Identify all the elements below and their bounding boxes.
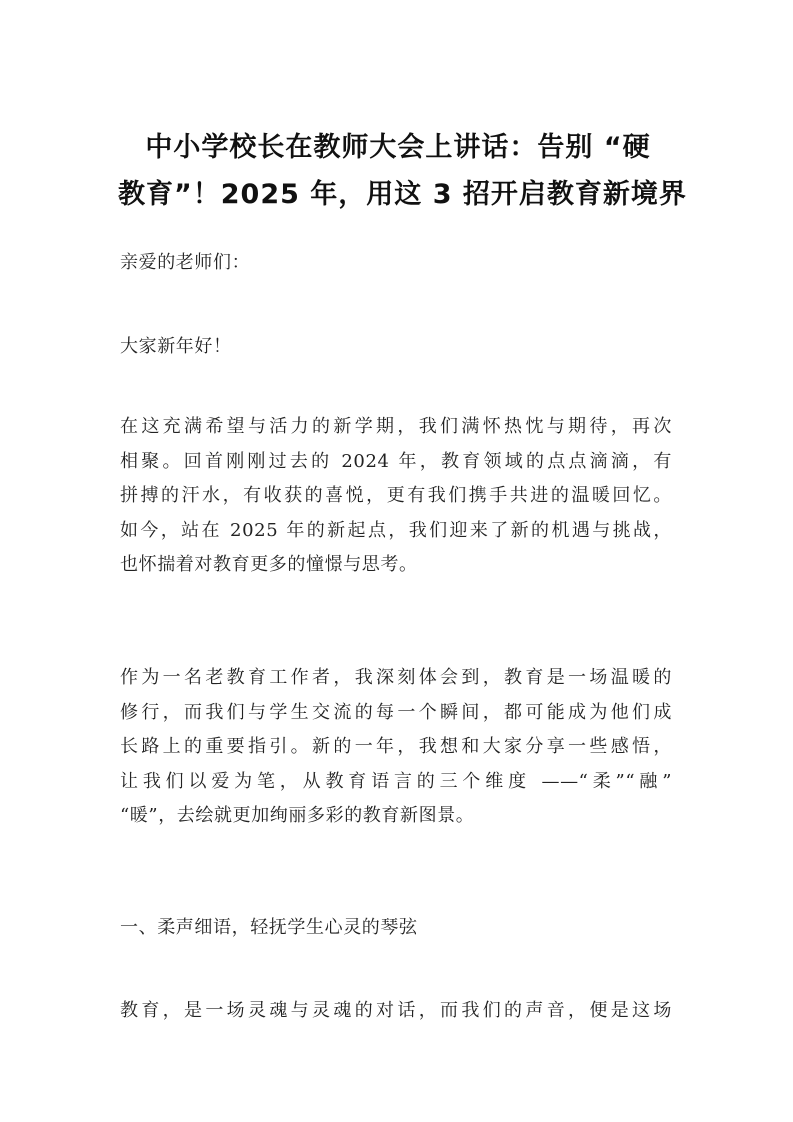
paragraph-reflection xyxy=(120,661,672,834)
section-heading xyxy=(120,911,672,946)
paragraph-line: 相聚。回首刚刚过去的 2024 年，教育领域的点点滴滴，有 xyxy=(120,450,672,472)
paragraph-line: 如今，站在 2025 年的新起点，我们迎来了新的机遇与挑战， xyxy=(120,519,672,541)
new-year-greeting xyxy=(120,330,672,365)
document-title xyxy=(118,124,687,218)
new-year-text: 大家新年好！ xyxy=(120,336,232,357)
paragraph-line: 作为一名老教育工作者，我深刻体会到，教育是一场温暖的 xyxy=(120,667,672,688)
paragraph-intro xyxy=(120,410,672,583)
paragraph-line: 拼搏的汗水，有收获的喜悦，更有我们携手共进的温暖回忆。 xyxy=(120,485,672,506)
greeting-text: 亲爱的老师们： xyxy=(120,252,251,273)
section-heading-text: 一、柔声细语，轻抚学生心灵的琴弦 xyxy=(120,917,418,938)
title-line: 中小学校长在教师大会上讲话：告别 “硬 xyxy=(145,132,651,163)
title-line: 教育”！2025 年，用这 3 招开启教育新境界 xyxy=(118,179,687,210)
paragraph-line: 让我们以爱为笔，从教育语言的三个维度 ——“柔”“融” xyxy=(120,770,672,792)
paragraph-line: 修行，而我们与学生交流的每一个瞬间，都可能成为他们成 xyxy=(120,701,672,723)
paragraph-line: 长路上的重要指引。新的一年，我想和大家分享一些感悟， xyxy=(120,736,672,757)
paragraph-line: 教育，是一场灵魂与灵魂的对话，而我们的声音，便是这场 xyxy=(120,1000,672,1021)
paragraph-line: 在这充满希望与活力的新学期，我们满怀热忱与期待，再次 xyxy=(120,416,672,437)
paragraph-line: “暖”，去绘就更加绚丽多彩的教育新图景。 xyxy=(120,805,475,826)
paragraph-line: 也怀揣着对教育更多的憧憬与思考。 xyxy=(120,554,418,575)
paragraph-section1 xyxy=(120,994,672,1029)
greeting xyxy=(120,246,672,281)
